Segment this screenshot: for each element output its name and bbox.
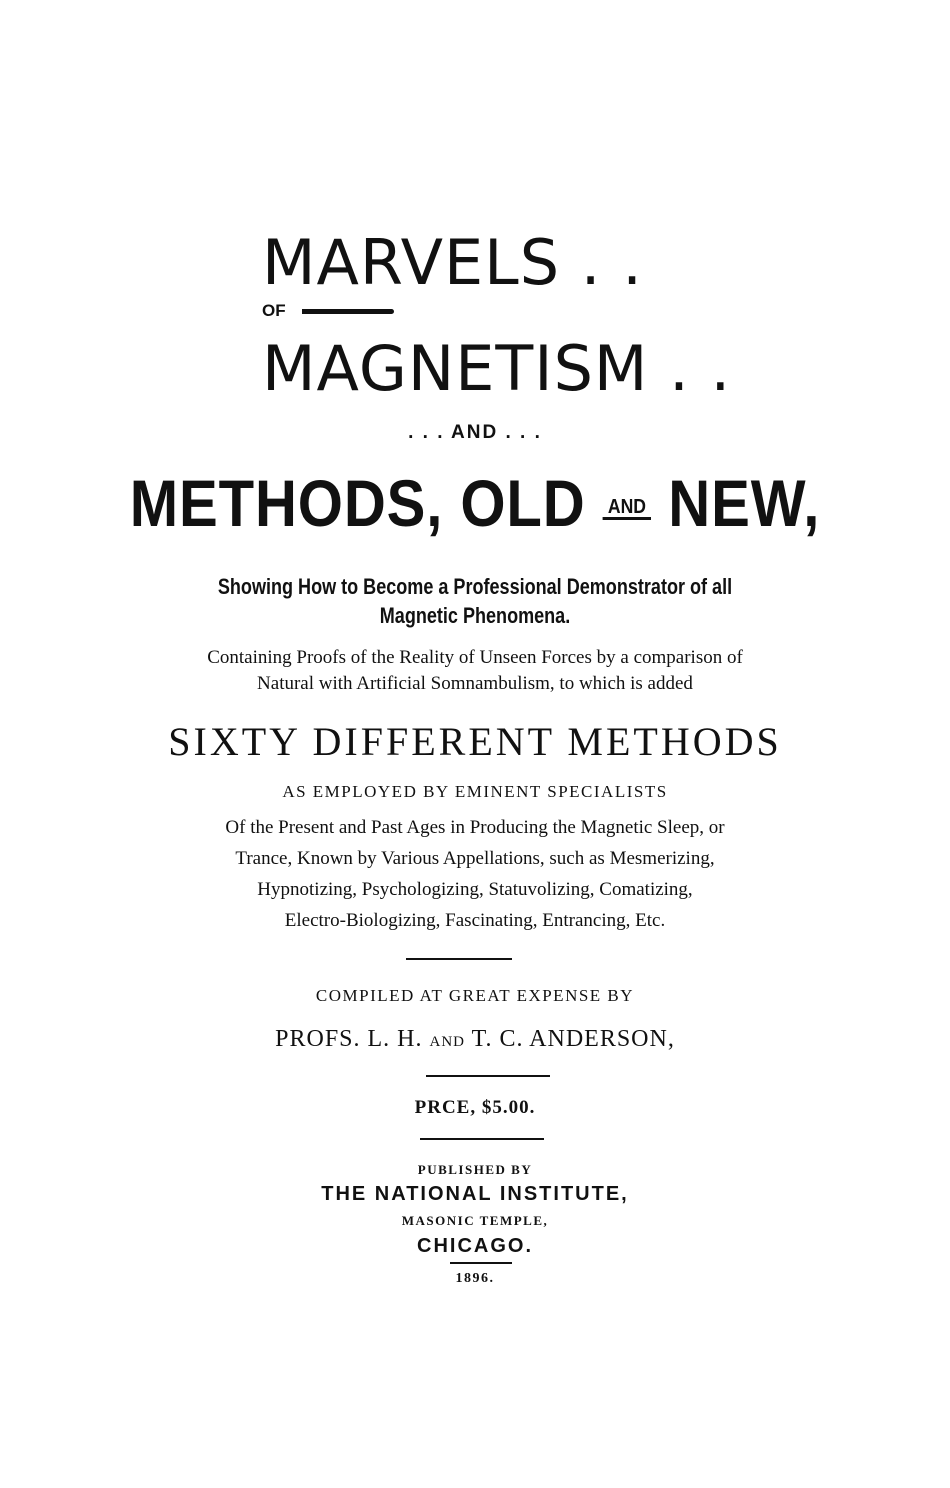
price-line: PRCE, $5.00.: [414, 1097, 536, 1118]
title-line-marvels: MARVELS . .: [262, 226, 643, 299]
compiled-line: COMPILED AT GREAT EXPENSE BY: [315, 986, 635, 1005]
description-line-4: Electro-Biologizing, Fascinating, Entrancing, Etc.: [284, 910, 666, 931]
title-line-magnetism: MAGNETISM . .: [262, 332, 732, 405]
authors-part-1: PROFS. L. H.: [275, 1026, 423, 1052]
methods-left: METHODS, OLD: [129, 466, 586, 540]
title-of: OF: [262, 301, 286, 320]
publication-year: 1896.: [455, 1271, 495, 1286]
intro-line-1: Containing Proofs of the Reality of Unseen Forces by a comparison of: [207, 647, 743, 668]
divider-4: [450, 1262, 512, 1264]
divider-2: [426, 1075, 550, 1077]
divider-1: [406, 958, 512, 960]
publisher-name: THE NATIONAL INSTITUTE,: [321, 1183, 629, 1205]
title-of-rule: [302, 309, 394, 314]
methods-right: NEW,: [668, 466, 821, 540]
authors-line: [0, 1026, 950, 1053]
authors-and: AND: [429, 1034, 466, 1050]
divider-3: [420, 1138, 544, 1140]
subtitle-line-1: Showing How to Become a Professional Demonstrator of all: [217, 574, 733, 599]
employed-line: AS EMPLOYED BY EMINENT SPECIALISTS: [282, 782, 668, 801]
description-line-2: Trance, Known by Various Appellations, such as Mesmerizing,: [235, 848, 715, 869]
published-by: PUBLISHED BY: [417, 1162, 533, 1177]
intro-line-2: Natural with Artificial Somnambulism, to which is added: [257, 673, 693, 694]
authors-part-2: T. C. ANDERSON,: [471, 1026, 675, 1052]
description-line-3: Hypnotizing, Psychologizing, Statuvolizing, Comatizing,: [257, 879, 693, 900]
publisher-building: MASONIC TEMPLE,: [401, 1213, 549, 1228]
subtitle-line-2: Magnetic Phenomena.: [379, 603, 571, 628]
publisher-city: CHICAGO.: [417, 1235, 533, 1257]
description-line-1: Of the Present and Past Ages in Producing the Magnetic Sleep, or: [225, 817, 725, 838]
title-and: . . . AND . . .: [408, 422, 542, 443]
methods-and: AND: [603, 497, 652, 520]
sixty-different-methods: SIXTY DIFFERENT METHODS: [168, 719, 782, 764]
title-methods-old-and-new: [57, 466, 893, 540]
